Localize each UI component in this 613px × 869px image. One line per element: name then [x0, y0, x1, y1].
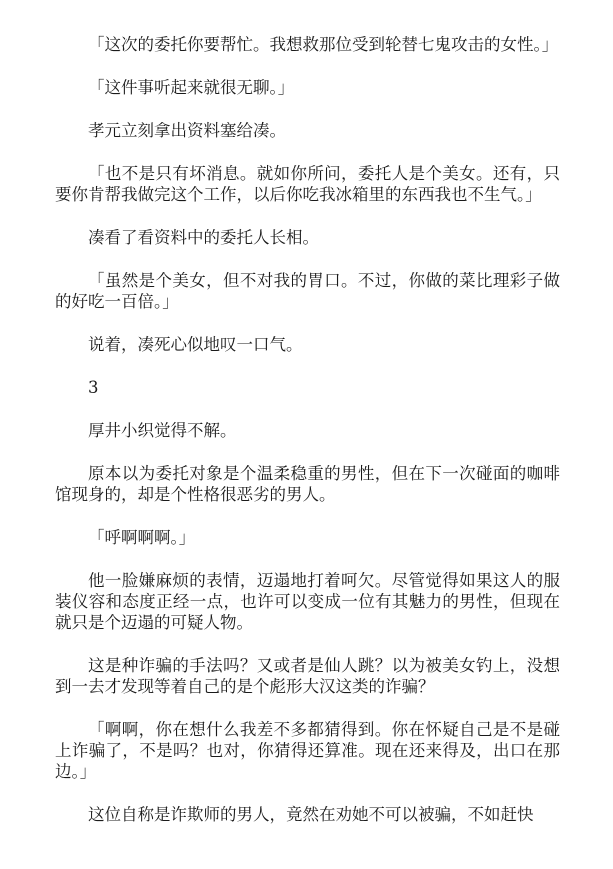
paragraph-10: 「呼啊啊啊。」	[88, 528, 196, 547]
paragraph-8: 厚井小织觉得不解。	[88, 421, 237, 440]
paragraph-1: 「这次的委托你要帮忙。我想救那位受到轮替七鬼攻击的女性。」	[88, 35, 559, 54]
paragraph-4: 「也不是只有坏消息。就如你所问，委托人是个美女。还有，只要你肯帮我做完这个工作，以后你吃我冰箱里的东西我也不生气。」	[55, 164, 560, 204]
paragraph-6: 「虽然是个美女，但不对我的胃口。不过，你做的菜比理彩子做的好吃一百倍。」	[55, 271, 560, 311]
document-page	[55, 34, 560, 825]
paragraph-13: 「啊啊，你在想什么我差不多都猜得到。你在怀疑自己是不是碰上诈骗了，不是吗？也对，你猜得还算准。现在还来得及，出口在那边。」	[55, 720, 560, 781]
paragraph-7: 说着，凑死心似地叹一口气。	[88, 335, 303, 354]
paragraph-3: 孝元立刻拿出资料塞给凑。	[88, 121, 286, 140]
paragraph-14: 这位自称是诈欺师的男人，竟然在劝她不可以被骗，不如赶快	[88, 805, 534, 824]
paragraph-12: 这是种诈骗的手法吗？又或者是仙人跳？以为被美女钓上，没想到一去才发现等着自己的是个彪形大汉这类的诈骗？	[55, 656, 560, 696]
paragraph-2: 「这件事听起来就很无聊。」	[88, 78, 295, 97]
section-number: 3	[88, 378, 99, 397]
paragraph-11: 他一脸嫌麻烦的表情，迈遢地打着呵欠。尽管觉得如果这人的服装仪容和态度正经一点，也许可以变成一位有其魅力的男性，但现在就只是个迈遢的可疑人物。	[55, 571, 560, 632]
paragraph-9: 原本以为委托对象是个温柔稳重的男性，但在下一次碰面的咖啡馆现身的，却是个性格很恶劣的男人。	[55, 464, 560, 504]
paragraph-5: 凑看了看资料中的委托人长相。	[88, 228, 319, 247]
